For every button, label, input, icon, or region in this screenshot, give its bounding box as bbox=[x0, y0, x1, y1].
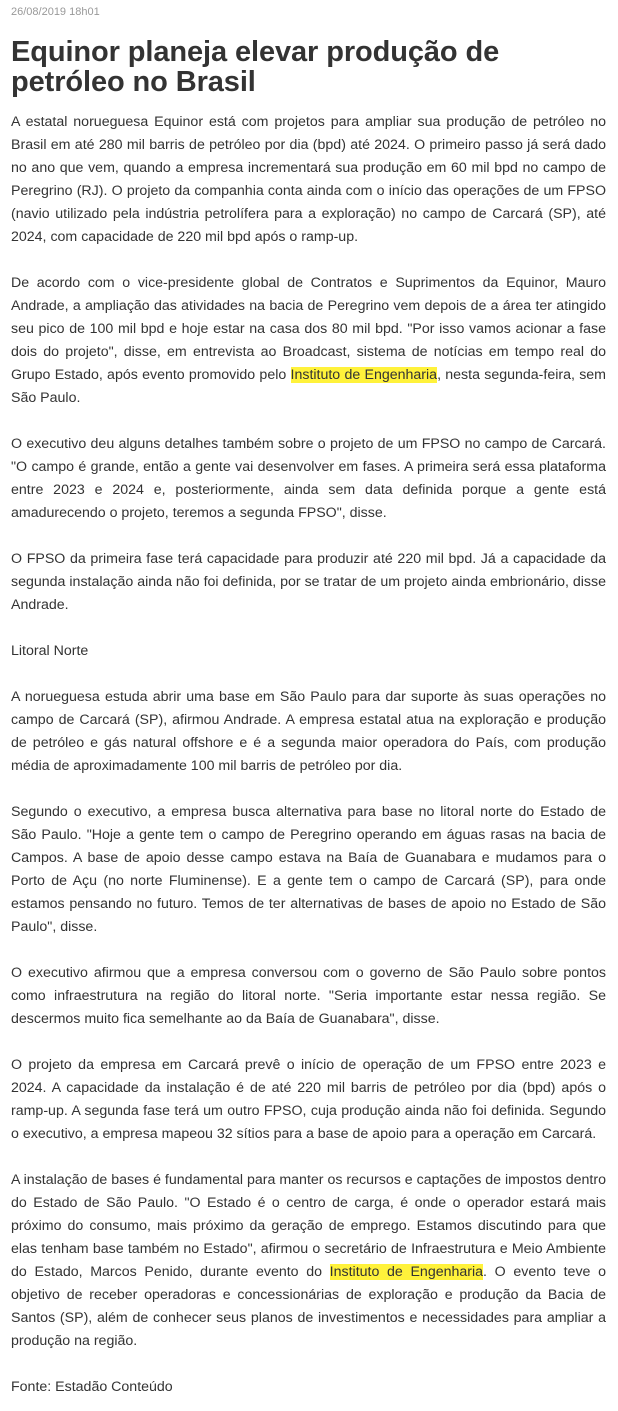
article-title: Equinor planeja elevar produção de petróleo no Brasil bbox=[11, 36, 500, 98]
paragraph-text: Fonte: Estadão Conteúdo bbox=[11, 1379, 173, 1395]
paragraph-text: A estatal norueguesa Equinor está com projetos para ampliar sua produção de petróleo no Brasil em até 280 mil barris de petróleo por dia (bpd) até 2024. O primeiro passo já será dado no ano que vem, quando a empresa incrementará sua produção em 60 mil bpd no campo de Peregrino (RJ). O projeto da companhia conta ainda com o início das operações de um FPSO (navio utilizado pela indústria petrolífera para a exploração) no campo de Carcará (SP), até 2024, com capacidade de 220 mil bpd após o ramp-up. bbox=[11, 114, 606, 245]
paragraph-text: O executivo afirmou que a empresa conversou com o governo de São Paulo sobre pontos como infraestrutura na região do litoral norte. "Seria importante estar nessa região. Se descermos muito fica semelhante ao da Baía de Guanabara", disse. bbox=[11, 965, 606, 1027]
paragraph-text: A instalação de bases é fundamental para manter os recursos e captações de impostos dentro do Estado de São Paulo. "O Estado é o centro de carga, é onde o operador estará mais próximo do consumo, mais próximo da geração de emprego. Estamos discutindo para que elas tenham base também no Estado", afirmou o secretário de Infraestrutura e Meio Ambiente do Estado, Marcos Penido, durante evento do bbox=[11, 1172, 606, 1280]
section-heading-litoral-norte bbox=[11, 640, 606, 663]
publish-date: 26/08/2019 18h01 bbox=[11, 6, 100, 18]
paragraph-1 bbox=[11, 111, 606, 249]
paragraph-9 bbox=[11, 1054, 606, 1146]
paragraph-text: O FPSO da primeira fase terá capacidade para produzir até 220 mil bpd. Já a capacidade da segunda instalação ainda não foi definida, por se tratar de um projeto ainda embrionário, disse Andrade. bbox=[11, 551, 606, 613]
paragraph-text: O projeto da empresa em Carcará prevê o início de operação de um FPSO entre 2023 e 2024. A capacidade da instalação é de até 220 mil barris de petróleo por dia (bpd) após o ramp-up. A segunda fase terá um outro FPSO, cuja produção ainda não foi definida. Segundo o executivo, a empresa mapeou 32 sítios para a base de apoio para a operação em Carcará. bbox=[11, 1057, 606, 1142]
paragraph-10 bbox=[11, 1169, 606, 1353]
instituto-engenharia-link[interactable]: Instituto de Engenharia bbox=[329, 1264, 484, 1280]
paragraph-text: , nesta segunda-feira, sem São Paulo. bbox=[11, 367, 607, 406]
paragraph-text: De acordo com o vice-presidente global de Contratos e Suprimentos da Equinor, Mauro Andrade, a ampliação das atividades na bacia de Peregrino vem depois de a área ter atingido seu pico de 100 mil bpd e hoje estar na casa dos 80 mil bpd. "Por isso vamos acionar a fase dois do projeto", disse, em entrevista ao Broadcast, sistema de notícias em tempo real do Grupo Estado, após evento promovido pelo bbox=[11, 275, 606, 383]
paragraph-text: A norueguesa estuda abrir uma base em São Paulo para dar suporte às suas operações no campo de Carcará (SP), afirmou Andrade. A empresa estatal atua na exploração e produção de petróleo e gás natural offshore e é a segunda maior operadora do País, com produção média de aproximadamente 100 mil barris de petróleo por dia. bbox=[11, 689, 606, 774]
paragraph-text: O executivo deu alguns detalhes também sobre o projeto de um FPSO no campo de Carcará. "O campo é grande, então a gente vai desenvolver em fases. A primeira será essa plataforma entre 2023 e 2024 e, posteriormente, ainda sem data definida porque a gente está amadurecendo o projeto, teremos a segunda FPSO", disse. bbox=[11, 436, 606, 521]
paragraph-8 bbox=[11, 962, 606, 1031]
paragraph-6 bbox=[11, 686, 606, 778]
source-credit bbox=[11, 1376, 606, 1399]
instituto-engenharia-link[interactable]: Instituto de Engenharia bbox=[290, 367, 438, 383]
paragraph-3 bbox=[11, 433, 606, 525]
paragraph-text: Segundo o executivo, a empresa busca alternativa para base no litoral norte do Estado de São Paulo. "Hoje a gente tem o campo de Peregrino operando em águas rasas na bacia de Campos. A base de apoio desse campo estava na Baía de Guanabara e mudamos para o Porto de Açu (no norte Fluminense). E a gente tem o campo de Carcará (SP), para onde estamos pensando no futuro. Temos de ter alternativas de bases de apoio no Estado de São Paulo", disse. bbox=[11, 804, 606, 935]
paragraph-2 bbox=[11, 272, 606, 410]
paragraph-text: . O evento teve o objetivo de receber operadoras e concessionárias de exploração e produção da Bacia de Santos (SP), além de conhecer seus planos de investimentos e necessidades para ampliar a produção na região. bbox=[11, 1264, 606, 1349]
paragraph-7 bbox=[11, 801, 606, 939]
paragraph-4 bbox=[11, 548, 606, 617]
paragraph-text: Litoral Norte bbox=[11, 643, 89, 659]
